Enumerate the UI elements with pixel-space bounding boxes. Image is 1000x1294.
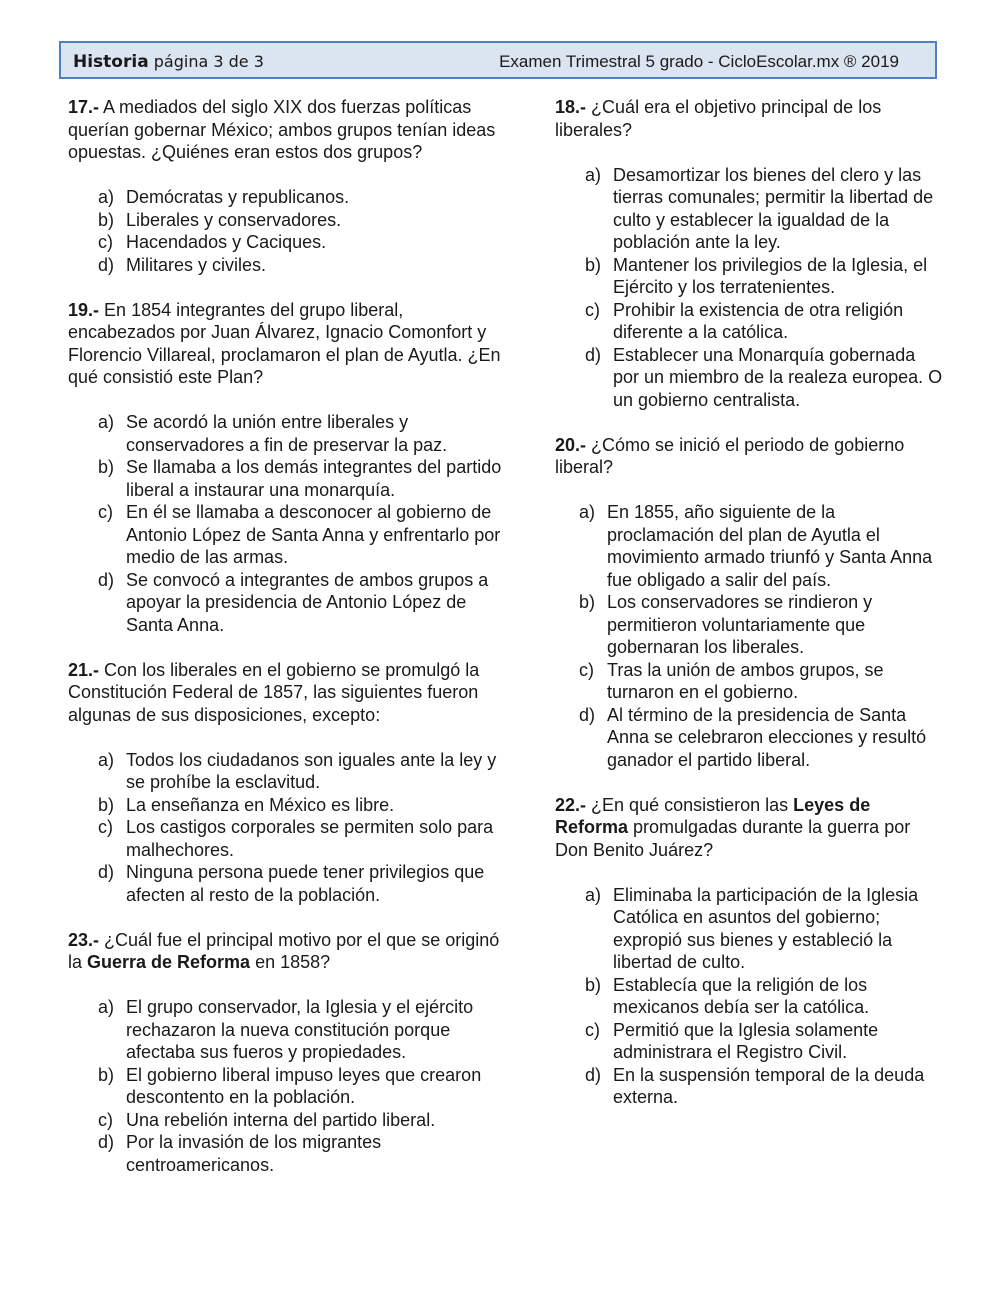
- question-23: 23.- ¿Cuál fue el principal motivo por el que se originó la Guerra de Reforma en 1858? a) El grupo conservador, la Iglesia y el ejército rechazaron la nueva constitución porque afectaba sus fueros y propiedades. b) El gobierno liberal impuso leyes que crearon descontento en la población. c) Una rebelión interna del partido liberal. d) Por la invasión de los migrantes centroamericanos.: [68, 929, 508, 1177]
- question-text: A mediados del siglo XIX dos fuerzas políticas querían gobernar México; ambos grupos tenían ideas opuestas. ¿Quiénes eran estos dos grupos?: [68, 97, 496, 162]
- question-text: Con los liberales en el gobierno se promulgó la Constitución Federal de 1857, las siguientes fueron algunas de sus disposiciones, excepto:: [68, 659, 480, 725]
- option-list: [98, 186, 508, 276]
- question-text: ¿Cuál era el objetivo principal de los liberales?: [555, 97, 882, 140]
- option-list: [585, 164, 945, 412]
- left-column: [68, 96, 508, 1176]
- option-list: [98, 996, 508, 1176]
- option-b[interactable]: b) Los conservadores se rindieron y permitieron voluntariamente que gobernaran los liberales.: [579, 592, 873, 657]
- option-a[interactable]: a) Desamortizar los bienes del clero y las tierras comunales; permitir la libertad de culto y establecer la igualdad de la población ante la ley.: [585, 164, 934, 252]
- question-keyword: Leyes de Reforma: [555, 794, 871, 837]
- option-b[interactable]: b) Se llamaba a los demás integrantes del partido liberal a instaurar una monarquía.: [98, 457, 502, 500]
- option-b[interactable]: b) Establecía que la religión de los mexicanos debía ser la católica.: [585, 974, 870, 1017]
- question-number: 23.-: [68, 929, 100, 950]
- question-22: 22.- ¿En qué consistieron las Leyes de Reforma promulgadas durante la guerra por Don Benito Juárez? a) Eliminaba la participación de la Iglesia Católica en asuntos del gobierno; expropió sus bienes y estableció la libertad de culto. b) Establecía que la religión de los mexicanos debía ser la católica. c) Permitió que la Iglesia solamente administrara el Registro Civil. d) En la suspensión temporal de la deuda externa.: [555, 794, 945, 1109]
- option-a[interactable]: a) El grupo conservador, la Iglesia y el ejército rechazaron la nueva constitución porque afectaba sus fueros y propiedades.: [98, 997, 474, 1062]
- question-number: 19.-: [68, 299, 100, 320]
- option-c[interactable]: c) Permitió que la Iglesia solamente administrara el Registro Civil.: [585, 1019, 879, 1062]
- option-d[interactable]: d) Por la invasión de los migrantes centroamericanos.: [98, 1132, 382, 1175]
- option-c[interactable]: c) Tras la unión de ambos grupos, se turnaron en el gobierno.: [579, 659, 884, 702]
- option-b[interactable]: b) Mantener los privilegios de la Iglesia, el Ejército y los terratenientes.: [585, 254, 928, 297]
- option-d[interactable]: d) Se convocó a integrantes de ambos grupos a apoyar la presidencia de Antonio López de Santa Anna.: [98, 569, 489, 635]
- question-text: ¿Cómo se inició el periodo de gobierno liberal?: [555, 434, 905, 477]
- option-d[interactable]: d) Establecer una Monarquía gobernada por un miembro de la realeza europea. O un gobierno centralista.: [585, 344, 943, 410]
- option-list: [579, 501, 945, 771]
- option-d[interactable]: d) Al término de la presidencia de Santa Anna se celebraron elecciones y resultó ganador el partido liberal.: [579, 704, 927, 770]
- option-list: [98, 749, 508, 907]
- question-18: [555, 96, 945, 411]
- option-a[interactable]: a) Todos los ciudadanos son iguales ante la ley y se prohíbe la esclavitud.: [98, 749, 497, 792]
- option-d[interactable]: d) Militares y civiles.: [98, 254, 267, 275]
- question-21: [68, 659, 508, 907]
- option-c[interactable]: c) En él se llamaba a desconocer al gobierno de Antonio López de Santa Anna y enfrentarlo por medio de las armas.: [98, 502, 501, 567]
- option-b[interactable]: b) Liberales y conservadores.: [98, 209, 342, 230]
- question-text: ¿Cuál fue el principal motivo por el que se originó la: [68, 929, 500, 972]
- question-text: En 1854 integrantes del grupo liberal, encabezados por Juan Álvarez, Ignacio Comonfort y Florencio Villareal, proclamaron el plan de Ayutla. ¿En qué consistió este Plan?: [68, 299, 501, 387]
- question-17: [68, 96, 508, 276]
- question-number: 20.-: [555, 434, 587, 455]
- option-c[interactable]: c) Hacendados y Caciques.: [98, 232, 327, 252]
- option-a[interactable]: a) Eliminaba la participación de la Iglesia Católica en asuntos del gobierno; expropió sus bienes y estableció la libertad de culto.: [585, 884, 919, 972]
- question-number: 22.-: [555, 794, 587, 815]
- question-number: 21.-: [68, 659, 100, 680]
- option-list: [98, 411, 508, 636]
- option-list: [585, 884, 945, 1109]
- option-c[interactable]: c) Los castigos corporales se permiten solo para malhechores.: [98, 817, 494, 860]
- option-d[interactable]: d) Ninguna persona puede tener privilegios que afecten al resto de la población.: [98, 862, 485, 905]
- option-a[interactable]: a) Demócratas y republicanos.: [98, 187, 350, 207]
- question-19: [68, 299, 508, 637]
- subject-title: Historia: [73, 52, 149, 72]
- exam-title: Examen Trimestral 5 grado - CicloEscolar.mx ® 2019: [499, 52, 899, 71]
- option-c[interactable]: c) Prohibir la existencia de otra religión diferente a la católica.: [585, 299, 904, 342]
- option-d[interactable]: d) En la suspensión temporal de la deuda externa.: [585, 1064, 925, 1107]
- right-column: [555, 96, 945, 1109]
- option-a[interactable]: a) Se acordó la unión entre liberales y conservadores a fin de preservar la paz.: [98, 412, 448, 455]
- header-subject: [73, 52, 264, 72]
- question-text: ¿En qué consistieron las: [591, 794, 794, 815]
- option-b[interactable]: b) El gobierno liberal impuso leyes que crearon descontento en la población.: [98, 1064, 482, 1107]
- question-number: 17.-: [68, 97, 100, 117]
- question-20: [555, 434, 945, 772]
- question-keyword: Guerra de Reforma: [87, 952, 251, 972]
- page-header: [59, 41, 937, 79]
- option-a[interactable]: a) En 1855, año siguiente de la proclamación del plan de Ayutla el movimiento armado triunfó y Santa Anna fue obligado a salir del país.: [579, 502, 933, 590]
- option-c[interactable]: c) Una rebelión interna del partido liberal.: [98, 1109, 436, 1130]
- page-number: página 3 de 3: [153, 52, 264, 71]
- option-b[interactable]: b) La enseñanza en México es libre.: [98, 794, 395, 815]
- question-number: 18.-: [555, 97, 587, 117]
